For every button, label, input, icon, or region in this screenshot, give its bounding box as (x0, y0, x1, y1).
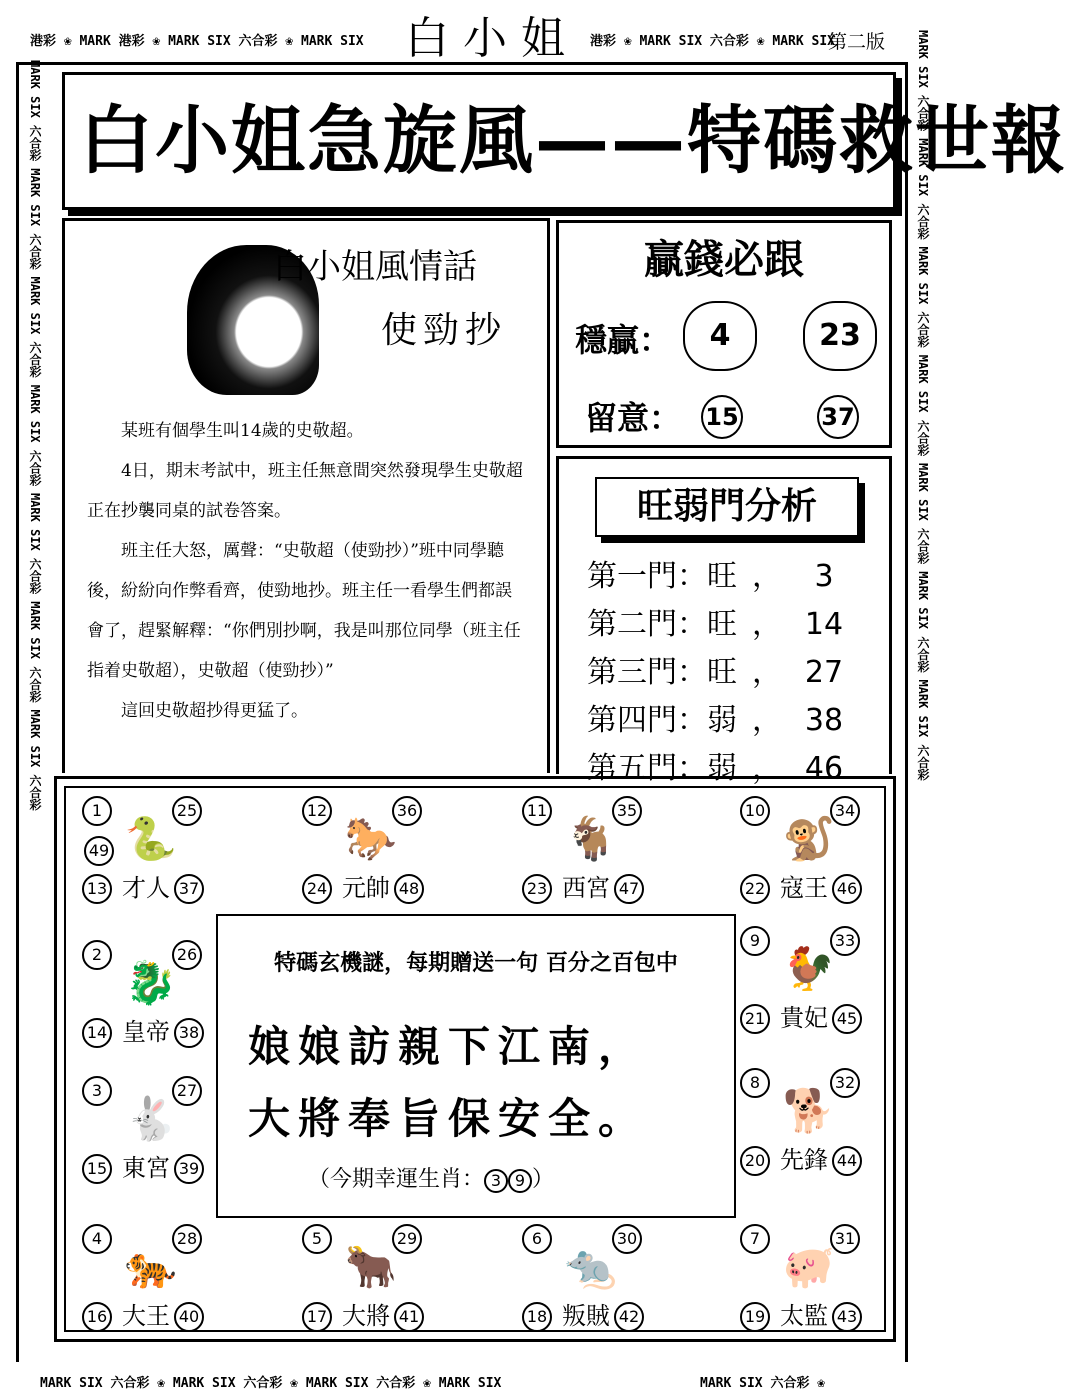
edition-label: 第二版 (828, 31, 886, 53)
zodiac-name: 貴妃 (780, 1004, 828, 1032)
zodiac-name: 東宮 (122, 1154, 170, 1182)
zodiac-name: 大將 (342, 1302, 390, 1330)
zodiac-name: 才人 (122, 874, 170, 902)
zodiac-cell (300, 796, 440, 906)
zodiac-cell (520, 796, 660, 906)
door-sep: ， (752, 751, 782, 786)
riddle-line-1: 娘娘訪親下江南， (248, 1022, 649, 1071)
zodiac-number: 42 (614, 1302, 644, 1332)
door-sep: ， (752, 703, 782, 738)
zodiac-number: 19 (740, 1302, 770, 1332)
story-title: 白小姐風情話 (273, 247, 477, 287)
riddle-line-2: 大將奉旨保安全。 (248, 1094, 649, 1143)
zodiac-number: 31 (830, 1224, 860, 1254)
zodiac-number: 14 (82, 1018, 112, 1048)
zodiac-number: 1 (82, 796, 112, 826)
zodiac-number: 46 (832, 874, 862, 904)
footer-strip-left: MARK SIX 六合彩 ❀ MARK SIX 六合彩 ❀ MARK SIX 六合彩 ❀ MARK SIX (40, 1376, 502, 1391)
zodiac-number: 32 (830, 1068, 860, 1098)
zodiac-number: 5 (302, 1224, 332, 1254)
zodiac-number: 18 (522, 1302, 552, 1332)
door-state: 旺 (707, 607, 737, 642)
steady-number: 23 (803, 301, 877, 371)
win-title: 贏錢必跟 (644, 237, 804, 283)
door-state: 旺 (707, 655, 737, 690)
zodiac-number: 29 (392, 1224, 422, 1254)
zodiac-cell (738, 796, 878, 906)
zodiac-name: 寇王 (780, 874, 828, 902)
horse-icon: 🐎 (344, 814, 398, 863)
zodiac-name: 先鋒 (780, 1146, 828, 1174)
zodiac-cell (80, 796, 220, 906)
rabbit-icon: 🐇 (124, 1094, 178, 1143)
side-strip-left: MARK SIX 六合彩 MARK SIX 六合彩 MARK SIX 六合彩 MARK SIX 六合彩 MARK SIX 六合彩 MARK SIX 六合彩 MARK SIX 六合彩 (28, 60, 42, 811)
riddle-box (216, 914, 736, 1218)
zodiac-number: 15 (82, 1154, 112, 1184)
door-name: 第一門： (587, 559, 707, 594)
zodiac-number: 36 (392, 796, 422, 826)
zodiac-number: 2 (82, 940, 112, 970)
monkey-icon: 🐒 (782, 814, 836, 863)
zodiac-number: 34 (830, 796, 860, 826)
zodiac-name: 叛賊 (562, 1302, 610, 1330)
zodiac-number: 28 (172, 1224, 202, 1254)
story-subtitle: 使勁抄 (381, 310, 508, 351)
zodiac-number: 41 (394, 1302, 424, 1332)
dog-icon: 🐕 (782, 1086, 836, 1135)
door-sep: ， (752, 559, 782, 594)
doors-title: 旺弱門分析 (636, 486, 817, 527)
zodiac-number: 23 (522, 874, 552, 904)
steady-number: 4 (683, 301, 757, 371)
door-sep: ， (752, 607, 782, 642)
zodiac-number: 20 (740, 1146, 770, 1176)
snake-icon: 🐍 (124, 814, 178, 863)
door-name: 第五門： (587, 751, 707, 786)
zodiac-name: 元帥 (342, 874, 390, 902)
story-paragraph: 班主任大怒，厲聲：“史敬超（使勁抄）”班中同學聽後，紛紛向作弊看齊，使勁地抄。班主任一看學生們都誤會了，趕緊解釋：“你們別抄啊，我是叫那位同學（班主任指着史敬超），史敬超（使勁抄）” (87, 541, 521, 681)
zodiac-number: 7 (740, 1224, 770, 1254)
door-name: 第二門： (587, 607, 707, 642)
zodiac-name: 太監 (780, 1302, 828, 1330)
side-strip-right: MARK SIX 六合彩 MARK SIX 六合彩 MARK SIX 六合彩 MARK SIX 六合彩 MARK SIX 六合彩 MARK SIX 六合彩 MARK SIX 六合彩 (916, 30, 930, 781)
footer-strip-right: MARK SIX 六合彩 ❀ (700, 1376, 826, 1391)
lucky-number: 9 (508, 1169, 532, 1193)
door-sep: ， (752, 655, 782, 690)
tiger-icon: 🐅 (124, 1242, 178, 1291)
riddle-intro: 特碼玄機謎，每期贈送一句 百分之百包中 (274, 950, 678, 976)
zodiac-number: 8 (740, 1068, 770, 1098)
zodiac-cell (80, 1076, 220, 1186)
story-paragraph: 這回史敬超抄得更猛了。 (121, 701, 308, 721)
watch-number: 37 (817, 395, 859, 439)
zodiac-number: 25 (172, 796, 202, 826)
zodiac-number: 33 (830, 926, 860, 956)
door-state: 旺 (707, 559, 737, 594)
zodiac-number: 38 (174, 1018, 204, 1048)
door-value: 27 (804, 655, 844, 690)
lucky-end: ） (532, 1167, 555, 1192)
door-name: 第四門： (587, 703, 707, 738)
headline: 白小姐急旋風——特碼救世報 (79, 98, 1067, 184)
brand-strip-left: 港彩 ❀ MARK 港彩 ❀ MARK SIX 六合彩 ❀ MARK SIX (30, 34, 364, 49)
door-value: 46 (804, 751, 844, 786)
door-state: 弱 (707, 703, 737, 738)
door-name: 第三門： (587, 655, 707, 690)
dragon-icon: 🐉 (124, 958, 178, 1007)
rat-icon: 🐀 (564, 1242, 618, 1291)
zodiac-cell (80, 940, 220, 1050)
zodiac-number: 26 (172, 940, 202, 970)
zodiac-cell (300, 1224, 440, 1334)
goat-icon: 🐐 (564, 814, 618, 863)
zodiac-number: 13 (82, 874, 112, 904)
zodiac-number: 17 (302, 1302, 332, 1332)
zodiac-number: 48 (394, 874, 424, 904)
steady-label: 穩贏： (575, 321, 672, 359)
watch-number: 15 (701, 395, 743, 439)
zodiac-number: 45 (832, 1004, 862, 1034)
zodiac-number: 49 (84, 836, 114, 866)
zodiac-number: 6 (522, 1224, 552, 1254)
zodiac-cell (738, 1224, 878, 1334)
zodiac-number: 12 (302, 796, 332, 826)
zodiac-number: 35 (612, 796, 642, 826)
zodiac-number: 40 (174, 1302, 204, 1332)
ox-icon: 🐂 (344, 1242, 398, 1291)
lucky-zodiac (308, 1162, 668, 1193)
door-value: 38 (804, 703, 844, 738)
zodiac-number: 24 (302, 874, 332, 904)
zodiac-number: 21 (740, 1004, 770, 1034)
zodiac-number: 4 (82, 1224, 112, 1254)
pig-icon: 🐖 (782, 1242, 836, 1291)
rooster-icon: 🐓 (782, 944, 836, 993)
zodiac-number: 9 (740, 926, 770, 956)
brand-strip-right: 港彩 ❀ MARK SIX 六合彩 ❀ MARK SIX (590, 34, 836, 49)
door-state: 弱 (707, 751, 737, 786)
zodiac-number: 30 (612, 1224, 642, 1254)
page-title: 白 小 姐 (405, 13, 565, 64)
zodiac-cell (738, 1068, 878, 1178)
zodiac-name: 皇帝 (122, 1018, 170, 1046)
zodiac-cell (80, 1224, 220, 1334)
door-value: 3 (814, 559, 834, 594)
zodiac-number: 11 (522, 796, 552, 826)
zodiac-cell (738, 926, 878, 1036)
zodiac-cell (520, 1224, 660, 1334)
zodiac-number: 44 (832, 1146, 862, 1176)
zodiac-number: 10 (740, 796, 770, 826)
story-paragraph: 4日，期末考試中，班主任無意間突然發現學生史敬超正在抄襲同桌的試卷答案。 (87, 461, 523, 521)
zodiac-name: 西宮 (562, 874, 610, 902)
watch-label: 留意： (585, 399, 682, 437)
lucky-number: 3 (484, 1169, 508, 1193)
zodiac-number: 16 (82, 1302, 112, 1332)
zodiac-number: 22 (740, 874, 770, 904)
lucky-label: （今期幸運生肖： (308, 1167, 485, 1192)
zodiac-number: 3 (82, 1076, 112, 1106)
zodiac-number: 43 (832, 1302, 862, 1332)
story-paragraph: 某班有個學生叫14歲的史敬超。 (121, 421, 364, 441)
door-value: 14 (804, 607, 844, 642)
zodiac-name: 大王 (122, 1302, 170, 1330)
zodiac-number: 47 (614, 874, 644, 904)
zodiac-number: 39 (174, 1154, 204, 1184)
zodiac-number: 37 (174, 874, 204, 904)
zodiac-number: 27 (172, 1076, 202, 1106)
